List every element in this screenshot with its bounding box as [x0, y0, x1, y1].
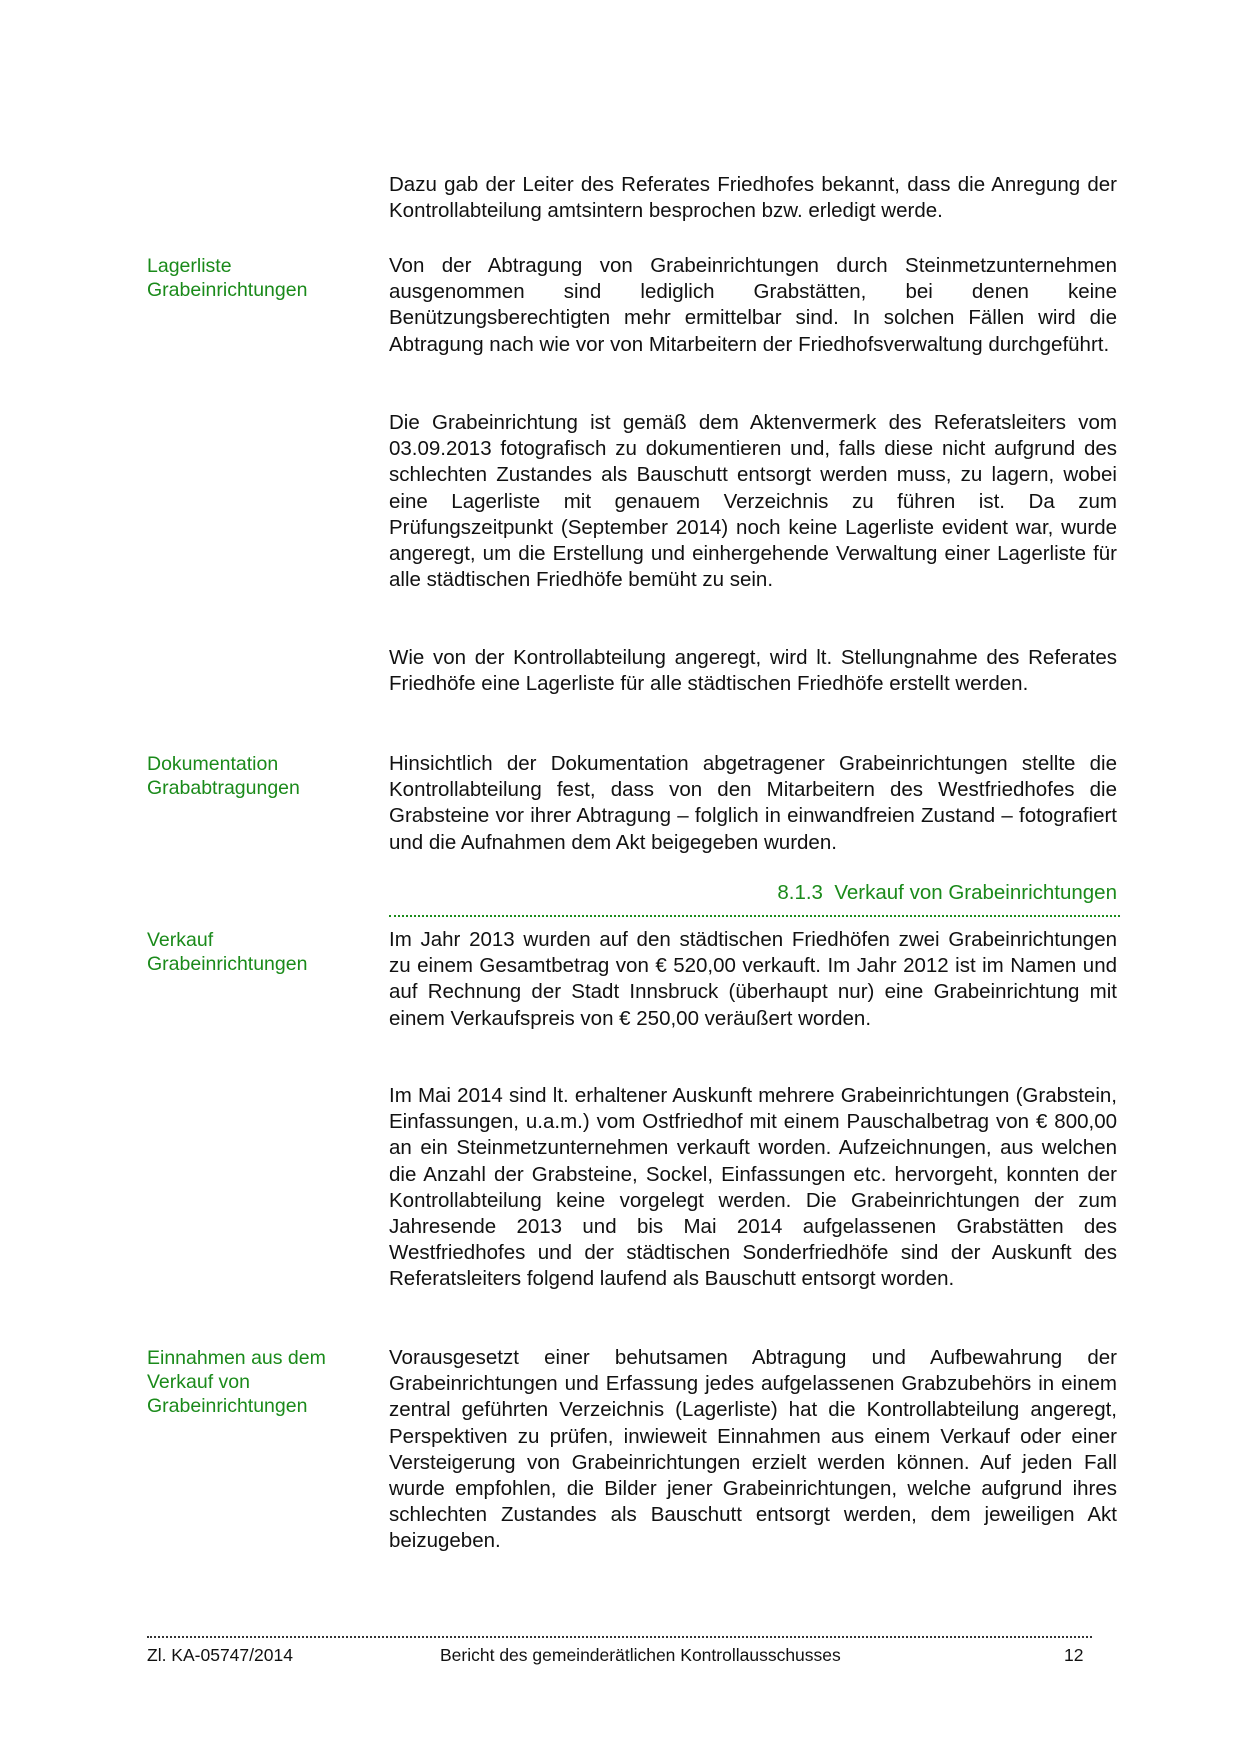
body-paragraph: Wie von der Kontrollabteilung angeregt, wird lt. Stellungnahme des Referates Friedhöfe eine Lagerliste für alle städtischen Friedhöfe erstellt werden. — [389, 646, 1117, 696]
margin-label-verkauf — [147, 928, 367, 976]
margin-label-line: Grabeinrichtungen — [147, 279, 308, 301]
body-paragraph: Hinsichtlich der Dokumentation abgetragener Grabeinrichtungen stellte die Kontrollabteilung fest, dass von den Mitarbeitern des Westfriedhofes die Grabsteine vor ihrer Abtragung – folglich in einwandfreien Zustand – fotografiert und die Aufnahmen dem Akt beigegeben wurden. — [389, 752, 1117, 854]
body-paragraph: Im Jahr 2013 wurden auf den städtischen Friedhöfen zwei Grabeinrichtungen zu einem Gesamtbetrag von € 520,00 verkauft. Im Jahr 2012 ist im Namen und auf Rechnung der Stadt Innsbruck (überhaupt nur) eine Grabeinrichtung mit einem Verkaufspreis von € 250,00 veräußert worden. — [389, 928, 1117, 1030]
body-paragraph: Die Grabeinrichtung ist gemäß dem Aktenvermerk des Referatsleiters vom 03.09.2013 fotografisch zu dokumentieren und, falls diese nicht aufgrund des schlechten Zustandes als Bauschutt entsorgt werden muss, zu lagern, wobei eine Lagerliste mit genauem Verzeichnis zu führen ist. Da zum Prüfungszeitpunkt (September 2014) noch keine Lagerliste evident war, wurde angeregt, um die Erstellung und einhergehende Verwaltung einer Lagerliste für alle städtischen Friedhöfe bemüht zu sein. — [389, 411, 1117, 592]
margin-label-dokumentation — [147, 752, 367, 800]
body-paragraph: Vorausgesetzt einer behutsamen Abtragung und Aufbewahrung der Grabeinrichtungen und Erfassung jedes aufgelassenen Grabzubehörs in einem zentral geführten Verzeichnis (Lagerliste) hat die Kontrollabteilung angeregt, Perspektiven zu prüfen, inwieweit Einnahmen aus einem Verkauf oder einer Versteigerung von Grabeinrichtungen erzielt werden können. Auf jeden Fall wurde empfohlen, die Bilder jener Grabeinrichtungen, welche aufgrund ihres schlechten Zustandes als Bauschutt entsorgt werden, dem jeweiligen Akt beizugeben. — [389, 1346, 1117, 1553]
margin-label-line: Einnahmen aus dem — [147, 1347, 326, 1369]
margin-label-line: Verkauf von — [147, 1371, 250, 1393]
section-divider — [389, 915, 1120, 917]
margin-label-line: Grababtragungen — [147, 777, 300, 799]
section-title: Verkauf von Grabeinrichtungen — [834, 881, 1117, 904]
page-number: 12 — [1064, 1645, 1084, 1665]
margin-label-line: Grabeinrichtungen — [147, 953, 308, 975]
margin-label-line: Verkauf — [147, 929, 214, 951]
footer-divider — [147, 1636, 1092, 1638]
footer-title: Bericht des gemeinderätlichen Kontrollausschusses — [440, 1645, 841, 1665]
footer-reference: Zl. KA-05747/2014 — [147, 1645, 293, 1665]
body-paragraph: Von der Abtragung von Grabeinrichtungen durch Steinmetzunternehmen ausgenommen sind lediglich Grabstätten, bei denen keine Benützungsberechtigten mehr ermittelbar sind. In solchen Fällen wird die Abtragung nach wie vor von Mitarbeitern der Friedhofsverwaltung durchgeführt. — [389, 254, 1117, 356]
margin-label-einnahmen — [147, 1346, 367, 1418]
body-paragraph: Im Mai 2014 sind lt. erhaltener Auskunft mehrere Grabeinrichtungen (Grabstein, Einfassungen, u.a.m.) vom Ostfriedhof mit einem Pauschalbetrag von € 800,00 an ein Steinmetzunternehmen verkauft worden. Aufzeichnungen, aus welchen die Anzahl der Grabsteine, Sockel, Einfassungen etc. hervorgeht, konnten der Kontrollabteilung keine vorgelegt werden. Die Grabeinrichtungen der zum Jahresende 2013 und bis Mai 2014 aufgelassenen Grabstätten des Westfriedhofes und der städtischen Sonderfriedhöfe sind der Auskunft des Referatsleiters folgend laufend als Bauschutt entsorgt worden. — [389, 1084, 1117, 1291]
section-number: 8.1.3 — [777, 881, 823, 904]
margin-label-line: Grabeinrichtungen — [147, 1395, 308, 1417]
section-heading — [389, 880, 1117, 906]
margin-label-line: Dokumentation — [147, 753, 279, 775]
body-paragraph: Dazu gab der Leiter des Referates Friedhofes bekannt, dass die Anregung der Kontrollabteilung amtsintern besprochen bzw. erledigt werde. — [389, 173, 1117, 223]
margin-label-line: Lagerliste — [147, 255, 232, 277]
margin-label-lagerliste — [147, 254, 367, 302]
